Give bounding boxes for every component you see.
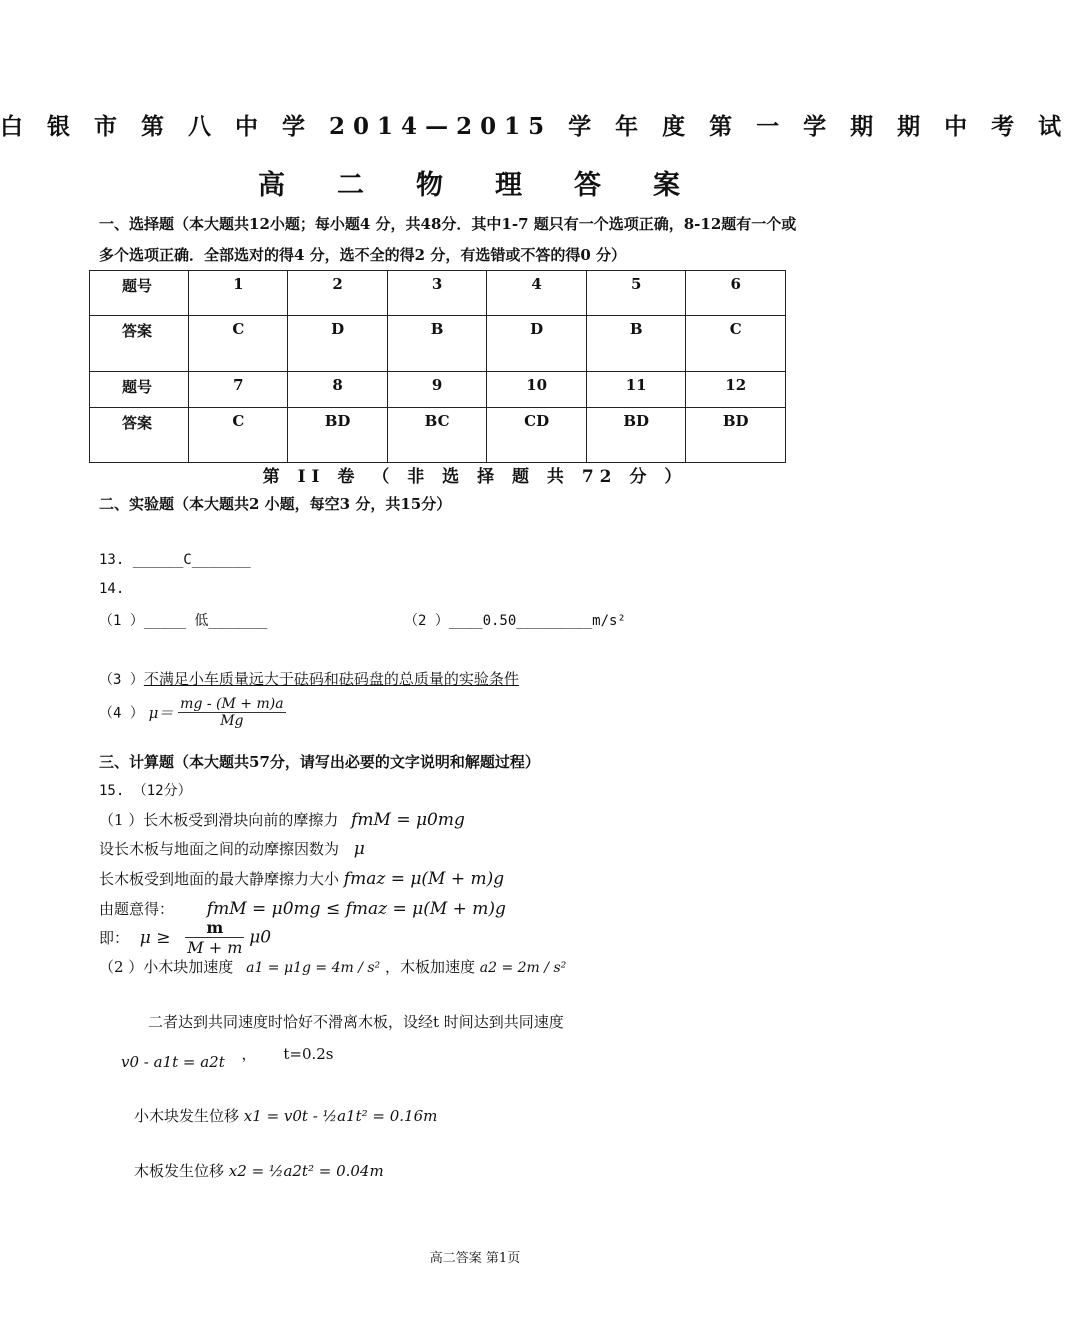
- q15-line4-formula: fmM = μ0mg ≤ fmaz = μ(M + m)g: [206, 899, 506, 919]
- label-answer: 答案: [90, 408, 189, 463]
- q15-line2-text: 设长木板与地面之间的动摩擦因数为: [99, 840, 340, 858]
- q15-line2: [99, 838, 365, 859]
- q15-label: 15. （12分）: [99, 783, 192, 799]
- q15-line1: [99, 809, 465, 830]
- q15-line6-text2: ，木板加速度: [384, 958, 475, 976]
- q15-line9-formula: x1 = v0t - ½a1t² = 0.16m: [243, 1107, 438, 1125]
- q15-line3-formula: fmaz = μ(M + m)g: [343, 869, 505, 889]
- cell-answer: BD: [288, 408, 388, 463]
- cell-answer: D: [487, 316, 587, 372]
- q14-1-answer: （1 ）_____ 低_______: [99, 613, 268, 629]
- q15-line10-formula: x2 = ½a2t² = 0.04m: [228, 1162, 384, 1180]
- q14-3-answer: 不满足小车质量远大于砝码和砝码盘的总质量的实验条件: [143, 670, 519, 688]
- q14-2-answer: （2 ）____0.50_________m/s²: [404, 613, 626, 629]
- q14-4-prefix: （4 ）: [99, 705, 144, 722]
- cell-num: 5: [586, 271, 686, 316]
- q15-line5-text: 即：: [99, 929, 130, 947]
- cell-num: 10: [487, 372, 587, 408]
- q15-line1-formula: fmM = μ0mg: [351, 810, 465, 830]
- q15-line5-fraction: [185, 918, 244, 957]
- q15-line7: 二者达到共同速度时恰好不滑离木板，设经t 时间达到共同速度: [148, 1013, 564, 1031]
- cell-num: 12: [686, 372, 786, 408]
- page-title: 白 银 市 第 八 中 学 2014—2015 学 年 度 第 一 学 期 期 中 考 试: [0, 113, 1069, 140]
- q15-line5-lhs: μ ≥: [139, 927, 171, 948]
- cell-answer: B: [586, 316, 686, 372]
- cell-num: 7: [189, 372, 288, 408]
- q15-line5: [99, 918, 271, 957]
- cell-num: 4: [487, 271, 587, 316]
- q13-answer: 13. ______C_______: [99, 552, 251, 568]
- q15-line9: [134, 1105, 437, 1126]
- cell-num: 3: [387, 271, 487, 316]
- page-subtitle: 高二物理答案: [258, 170, 732, 201]
- q15-line10: [134, 1160, 384, 1181]
- section1-line1: 一、选择题（本大题共12小题；每小题4 分，共48分．其中1-7 题只有一个选项正确，8-12题有一个或: [99, 215, 797, 233]
- q15-line3: [99, 868, 504, 889]
- q15-line6-formula2: a2 = 2m / s²: [479, 960, 567, 976]
- q15-line6-text: （2 ）小木块加速度: [99, 958, 234, 976]
- cell-num: 2: [288, 271, 388, 316]
- q15-line9-text: 小木块发生位移: [134, 1107, 240, 1125]
- q15-line6: [99, 956, 566, 977]
- cell-answer: D: [288, 316, 388, 372]
- cell-num: 1: [189, 271, 288, 316]
- q15-line4: [99, 898, 506, 919]
- label-answer: 答案: [90, 316, 189, 372]
- q14-4-numerator: mg - (M + m)a: [180, 696, 284, 712]
- answer-table: [89, 270, 786, 463]
- label-question-no: 题号: [90, 271, 189, 316]
- q14-4-lhs: μ＝: [148, 704, 174, 722]
- part2-title: 第 II 卷 （ 非 选 择 题 共 72 分 ）: [262, 467, 688, 487]
- q14-label: 14.: [99, 581, 125, 597]
- cell-answer: BD: [586, 408, 686, 463]
- q15-line8-result: t=0.2s: [283, 1045, 334, 1063]
- q15-line6-formula: a1 = μ1g = 4m / s²: [246, 960, 381, 976]
- q15-line8-formula: v0 - a1t = a2t: [121, 1053, 225, 1071]
- section1-line2: 多个选项正确．全部选对的得4 分，选不全的得2 分，有选错或不答的得0 分）: [99, 246, 626, 264]
- cell-num: 6: [686, 271, 786, 316]
- cell-answer: BC: [387, 408, 487, 463]
- cell-answer: CD: [487, 408, 587, 463]
- q15-line8: [121, 1043, 334, 1071]
- q15-line5-rhs: μ0: [249, 927, 272, 948]
- q15-line5-denominator: M + m: [187, 938, 243, 957]
- cell-answer: BD: [686, 408, 786, 463]
- q15-line4-text: 由题意得：: [99, 900, 175, 918]
- q15-line2-formula: μ: [353, 839, 365, 859]
- cell-num: 9: [387, 372, 487, 408]
- q15-line8-comma: ，: [241, 1045, 257, 1063]
- cell-answer: C: [189, 316, 288, 372]
- page-footer: 高二答案 第1页: [429, 1251, 521, 1266]
- cell-num: 8: [288, 372, 388, 408]
- cell-answer: B: [387, 316, 487, 372]
- q14-4-denominator: Mg: [220, 713, 244, 729]
- cell-answer: C: [686, 316, 786, 372]
- cell-answer: C: [189, 408, 288, 463]
- section2-head: 二、实验题（本大题共2 小题，每空3 分，共15分）: [99, 495, 452, 513]
- q15-line3-text: 长木板受到地面的最大静摩擦力大小: [99, 870, 340, 888]
- label-question-no: 题号: [90, 372, 189, 408]
- cell-num: 11: [586, 372, 686, 408]
- section3-head: 三、计算题（本大题共57分，请写出必要的文字说明和解题过程）: [99, 753, 540, 771]
- q14-3-prefix: （3 ）: [99, 672, 144, 688]
- q15-line10-text: 木板发生位移: [134, 1162, 225, 1180]
- q14-4-fraction: [178, 696, 285, 729]
- q15-line5-numerator: m: [185, 918, 244, 938]
- q15-line1-text: （1 ）长木板受到滑块向前的摩擦力: [99, 811, 339, 829]
